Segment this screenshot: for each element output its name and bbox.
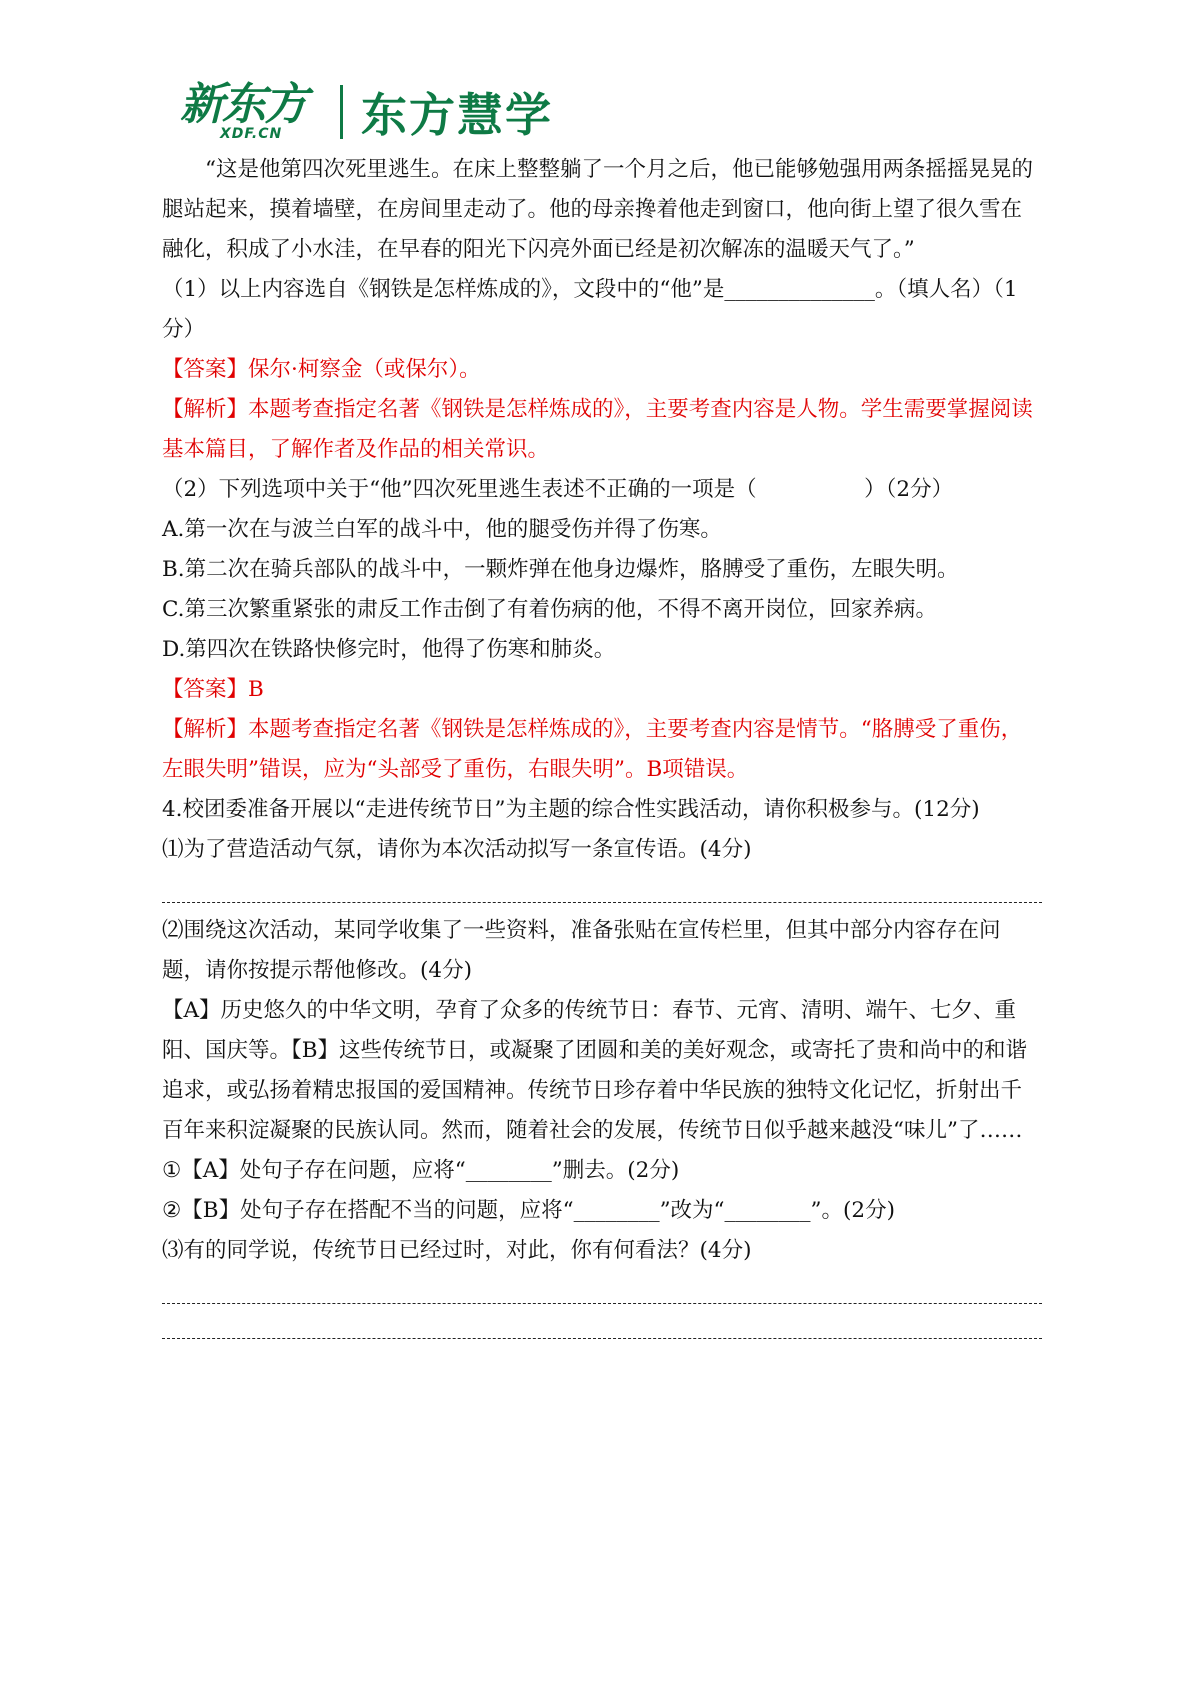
q2-answer: 【答案】B [162, 677, 264, 702]
answer-line[interactable] [162, 876, 1042, 903]
brand-name: 东方慧学 [361, 88, 553, 142]
q4-title: 4.校团委准备开展以“走进传统节日”为主题的综合性实践活动，请你积极参与。(12分) [162, 797, 980, 822]
q4-material: 【A】历史悠久的中华文明，孕育了众多的传统节日：春节、元宵、清明、端午、七夕、重阳、国庆等。【B】这些传统节日，或凝聚了团圆和美的美好观念，或寄托了贵和尚中的和谐追求，或弘扬着精忠报国的爱国精神。传统节日珍存着中华民族的独特文化记忆，折射出千百年来积淀凝聚的民族认同。然而，随着社会的发展，传统节日似乎越来越没“味儿”了…… [162, 998, 1028, 1143]
q1-question: （1）以上内容选自《钢铁是怎样炼成的》，文段中的“他”是______________。（填人名）（1分） [162, 277, 1018, 342]
q4-sub1: ⑴为了营造活动气氛，请你为本次活动拟写一条宣传语。(4分) [162, 837, 752, 862]
q2-option-d: D.第四次在铁路快修完时，他得了伤寒和肺炎。 [162, 637, 616, 662]
q4-sub2-line2: 题，请你按提示帮他修改。(4分) [162, 958, 472, 983]
header-logo [180, 79, 553, 142]
logo-divider [340, 85, 343, 139]
q2-option-c: C.第三次繁重紧张的肃反工作击倒了有着伤病的他，不得不离开岗位，回家养病。 [162, 597, 938, 622]
q2-analysis: 【解析】本题考查指定名著《钢铁是怎样炼成的》，主要考查内容是情节。“胳膊受了重伤，左眼失明”错误，应为“头部受了重伤，右眼失明”。B项错误。 [162, 717, 1023, 782]
answer-line[interactable] [162, 1277, 1042, 1304]
q4-item2: ②【B】处句子存在搭配不当的问题，应将“________”改为“________”。(2分) [162, 1198, 895, 1223]
logo-sub-text: XDF.CN [220, 126, 283, 142]
q2-option-b: B.第二次在骑兵部队的战斗中，一颗炸弹在他身边爆炸，胳膊受了重伤，左眼失明。 [162, 557, 959, 582]
q1-analysis: 【解析】本题考查指定名著《钢铁是怎样炼成的》，主要考查内容是人物。学生需要掌握阅读基本篇目，了解作者及作品的相关常识。 [162, 397, 1033, 462]
q4-sub3: ⑶有的同学说，传统节日已经过时，对此，你有何看法？(4分) [162, 1238, 752, 1263]
answer-line[interactable] [162, 1312, 1042, 1339]
q2-option-a: A.第一次在与波兰白军的战斗中，他的腿受伤并得了伤寒。 [162, 517, 722, 542]
xdf-logo [180, 79, 330, 142]
q4-item1: ①【A】处句子存在问题，应将“________”删去。(2分) [162, 1158, 680, 1183]
q4-sub2-line1: ⑵围绕这次活动，某同学收集了一些资料，准备张贴在宣传栏里，但其中部分内容存在问 [162, 918, 1001, 943]
logo-main-text: 新东方 [180, 79, 306, 130]
passage-text: “这是他第四次死里逃生。在床上整整躺了一个月之后，他已能够勉强用两条摇摇晃晃的腿站起来，摸着墙壁，在房间里走动了。他的母亲搀着他走到窗口，他向街上望了很久雪在融化，积成了小水洼，在早春的阳光下闪亮外面已经是初次解冻的温暖天气了。” [162, 157, 1033, 262]
q1-answer: 【答案】保尔·柯察金（或保尔）。 [162, 357, 481, 382]
document-body [162, 150, 1042, 1347]
q2-question: （2）下列选项中关于“他”四次死里逃生表述不正确的一项是（ ）（2分） [162, 477, 954, 502]
